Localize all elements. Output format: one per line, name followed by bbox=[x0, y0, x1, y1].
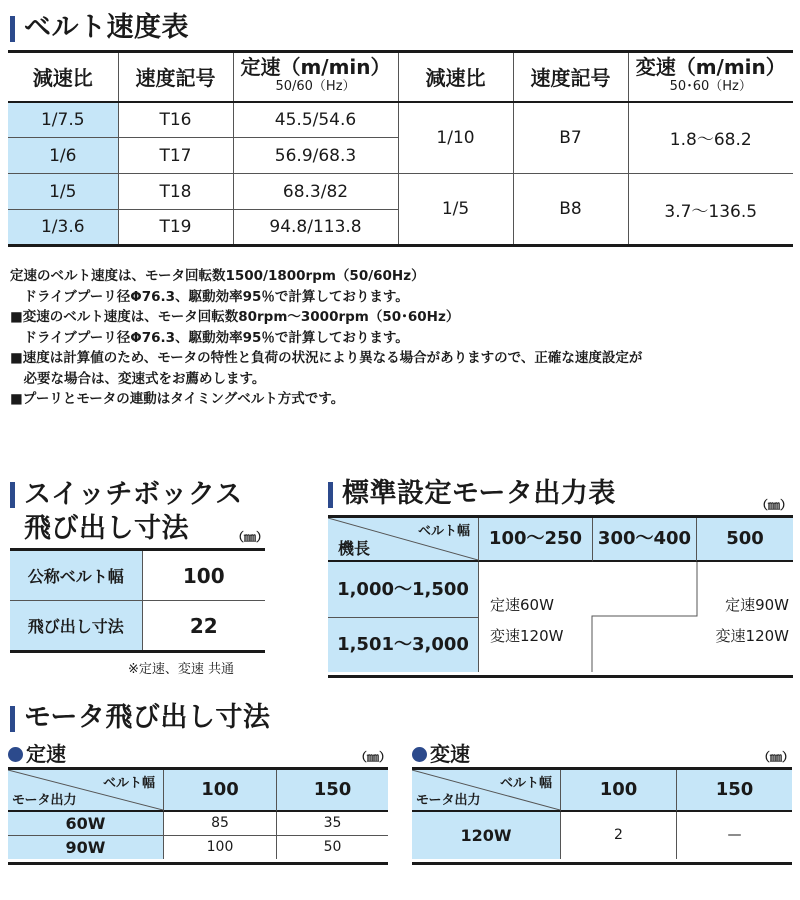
belt-speed-table bbox=[8, 50, 793, 247]
corner-top-label: ベルト幅 bbox=[102, 776, 155, 791]
motor-protrusion-title: モータ飛び出し寸法 bbox=[10, 702, 270, 734]
fixed-col-header: 100 bbox=[164, 770, 277, 812]
fixed-cell: 100 bbox=[164, 836, 277, 859]
note-line: 必要な場合は、変速式をお薦めします。 bbox=[10, 370, 266, 387]
bullet-dot-icon bbox=[412, 747, 427, 762]
header-variable-hz: 50･60（Hz） bbox=[669, 78, 752, 94]
motor-output-right-value bbox=[716, 590, 789, 652]
note-line: ■速度は計算値のため、モータの特性と負荷の状況により異なる場合がありますので、正確な速度設定が bbox=[10, 350, 643, 366]
note-line: 定速のベルト速度は、モータ回転数1500/1800rpm（50/60Hz） bbox=[10, 268, 425, 284]
fixed-unit: （㎜） bbox=[355, 750, 392, 764]
fixed-ratio-cell: 1/6 bbox=[8, 138, 118, 174]
variable-code-cell: B7 bbox=[513, 102, 628, 174]
switch-box-note: ※定速、変速 共通 bbox=[128, 662, 235, 677]
table-row bbox=[10, 601, 265, 652]
motor-output-table bbox=[328, 515, 793, 678]
switch-box-title-line2: 飛び出し寸法 bbox=[24, 513, 189, 544]
motor-output-col-header: 500 bbox=[697, 518, 793, 562]
belt-speed-header-row bbox=[8, 52, 793, 102]
variable-unit: （㎜） bbox=[758, 750, 795, 764]
header-ratio: 減速比 bbox=[8, 52, 118, 102]
header-fixed-speed bbox=[233, 52, 398, 102]
corner-top-label: ベルト幅 bbox=[417, 524, 470, 539]
fixed-row-header: 90W bbox=[8, 836, 164, 859]
header-fixed-hz: 50/60（Hz） bbox=[275, 78, 356, 94]
fixed-subtitle bbox=[8, 738, 66, 767]
fixed-code-cell: T16 bbox=[118, 102, 233, 138]
belt-speed-notes bbox=[10, 266, 795, 410]
variable-code-cell: B8 bbox=[513, 174, 628, 246]
fixed-code-cell: T17 bbox=[118, 138, 233, 174]
fixed-speed-cell: 45.5/54.6 bbox=[233, 102, 398, 138]
fixed-cell: 50 bbox=[323, 839, 342, 855]
switch-box-label: 飛び出し寸法 bbox=[10, 601, 142, 652]
fixed-row-header: 60W bbox=[8, 812, 164, 836]
fixed-speed-cell: 94.8/113.8 bbox=[233, 210, 398, 246]
fixed-speed-cell: 56.9/68.3 bbox=[233, 138, 398, 174]
fixed-code-cell: T18 bbox=[118, 174, 233, 210]
switch-box-value: 22 bbox=[189, 613, 218, 638]
right-fixed-value: 定速90W bbox=[725, 596, 789, 614]
fixed-label: 定速 bbox=[26, 742, 66, 766]
header-variable-label: 変速（m/min） bbox=[635, 54, 786, 79]
fixed-ratio-cell: 1/7.5 bbox=[8, 102, 118, 138]
table-row bbox=[10, 550, 265, 601]
variable-cell: — bbox=[727, 827, 742, 843]
motor-output-left-value bbox=[490, 590, 563, 652]
fixed-cell: 35 bbox=[277, 812, 388, 836]
right-variable-value: 変速120W bbox=[715, 627, 789, 645]
bullet-dot-icon bbox=[8, 747, 23, 762]
corner-bottom-label: 機長 bbox=[338, 539, 371, 558]
belt-speed-title: ベルト速度表 bbox=[10, 12, 189, 44]
corner-bottom-label: モータ出力 bbox=[12, 793, 77, 808]
motor-output-row-header: 1,501〜3,000 bbox=[328, 618, 479, 672]
variable-speed-cell: 3.7〜136.5 bbox=[664, 201, 758, 222]
variable-col-header: 150 bbox=[677, 770, 792, 812]
note-line: ■プーリとモータの連動はタイミングベルト方式です。 bbox=[10, 391, 345, 407]
header-ratio-2: 減速比 bbox=[398, 52, 513, 102]
corner-bottom-label: モータ出力 bbox=[416, 793, 481, 808]
variable-label: 変速 bbox=[430, 742, 470, 766]
fixed-ratio-cell: 1/3.6 bbox=[8, 210, 118, 246]
motor-output-row-header: 1,000〜1,500 bbox=[328, 562, 479, 618]
variable-ratio-cell: 1/10 bbox=[398, 102, 513, 174]
variable-ratio-cell: 1/5 bbox=[398, 174, 513, 246]
note-line: ドライブプーリ径Φ76.3、駆動効率95％で計算しております。 bbox=[10, 329, 409, 346]
variable-corner bbox=[412, 770, 561, 812]
fixed-corner bbox=[8, 770, 164, 812]
left-fixed-value: 定速60W bbox=[490, 596, 554, 614]
switch-box-title bbox=[10, 478, 243, 546]
variable-subtitle bbox=[412, 738, 470, 767]
motor-output-col-header: 100〜250 bbox=[479, 518, 593, 562]
header-speed-code: 速度記号 bbox=[118, 52, 233, 102]
variable-cell: 2 bbox=[561, 812, 677, 859]
fixed-col-header: 150 bbox=[277, 770, 388, 812]
switch-box-title-line1: スイッチボックス bbox=[24, 479, 243, 510]
fixed-cell: 85 bbox=[164, 812, 277, 836]
fixed-speed-cell: 68.3/82 bbox=[233, 174, 398, 210]
motor-output-title: 標準設定モータ出力表 bbox=[328, 478, 616, 510]
variable-col-header: 100 bbox=[561, 770, 677, 812]
corner-top-label: ベルト幅 bbox=[499, 776, 552, 791]
variable-row-header: 120W bbox=[412, 812, 561, 859]
header-fixed-label: 定速（m/min） bbox=[240, 54, 391, 79]
motor-output-col-header: 300〜400 bbox=[593, 518, 697, 562]
fixed-protrusion-table bbox=[8, 767, 388, 865]
table-row bbox=[8, 174, 793, 210]
switch-box-label: 公称ベルト幅 bbox=[10, 550, 142, 601]
table-row bbox=[8, 102, 793, 138]
motor-output-unit: （㎜） bbox=[756, 498, 793, 512]
fixed-ratio-cell: 1/5 bbox=[8, 174, 118, 210]
motor-output-corner bbox=[328, 518, 479, 562]
variable-speed-cell: 1.8〜68.2 bbox=[628, 102, 793, 174]
left-variable-value: 変速120W bbox=[490, 627, 564, 645]
note-line: ■変速のベルト速度は、モータ回転数80rpm〜3000rpm（50･60Hz） bbox=[10, 309, 460, 325]
header-speed-code-2: 速度記号 bbox=[513, 52, 628, 102]
fixed-code-cell: T19 bbox=[118, 210, 233, 246]
switch-box-unit: （㎜） bbox=[232, 530, 269, 544]
switch-box-table bbox=[10, 548, 265, 653]
header-variable-speed bbox=[628, 52, 793, 102]
switch-box-value: 100 bbox=[142, 550, 265, 601]
variable-protrusion-table bbox=[412, 767, 792, 865]
note-line: ドライブプーリ径Φ76.3、駆動効率95％で計算しております。 bbox=[10, 288, 409, 305]
